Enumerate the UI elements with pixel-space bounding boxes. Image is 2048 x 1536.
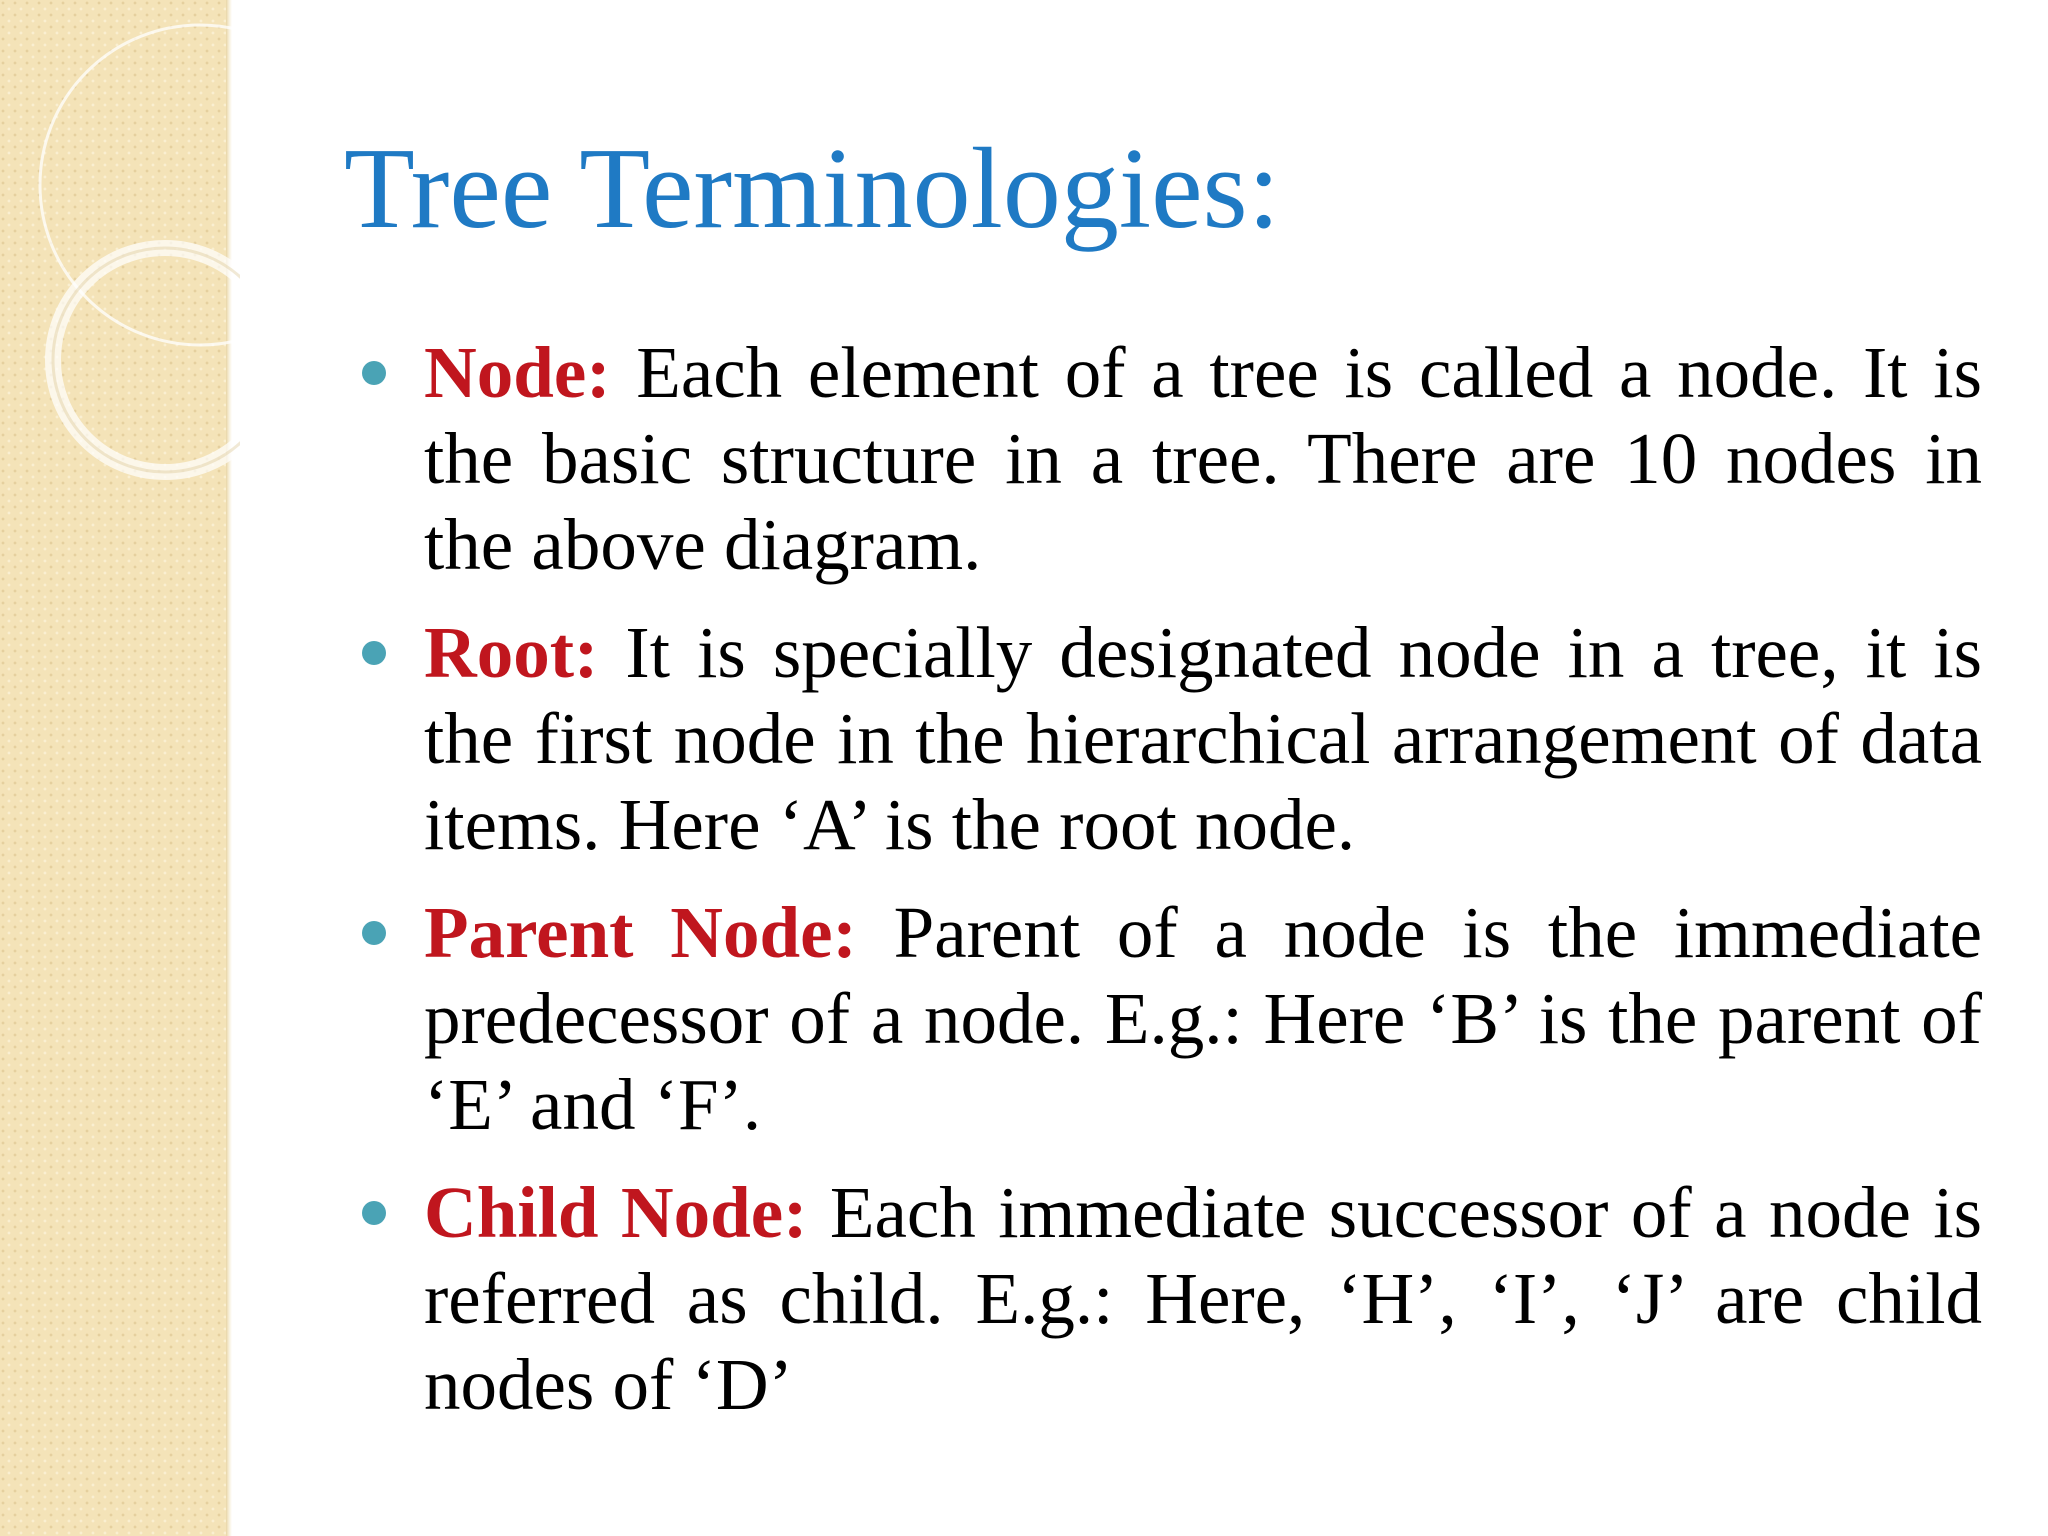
bullet-icon [362,641,386,665]
term-definition: Parent of a node is the immediate predecessor of a node. E.g.: Here ‘B’ is the parent of ‘E’ and ‘F’. [424,892,1983,1145]
slide-title: Tree Terminologies: [344,125,1280,253]
list-item-node [352,330,1982,588]
list-item-child-node [352,1170,1982,1428]
bullet-icon [362,1201,386,1225]
terminology-list [352,330,1982,1450]
term-definition: It is specially designated node in a tree, it is the first node in the hierarchical arrangement of data items. Here ‘A’ is the root node. [424,612,1982,865]
term-label: Root: [424,612,599,693]
term-label: Child Node: [424,1172,808,1253]
term-label: Parent Node: [424,892,857,973]
bullet-icon [362,361,386,385]
list-item-parent-node [352,890,1982,1148]
term-definition: Each immediate successor of a node is referred as child. E.g.: Here, ‘H’, ‘I’, ‘J’ are child nodes of ‘D’ [424,1172,1982,1425]
term-label: Node: [424,332,611,413]
list-item-root [352,610,1982,868]
term-definition: Each element of a tree is called a node. It is the basic structure in a tree. There are 10 nodes in the above diagram. [424,332,1983,585]
decorative-rings [0,0,240,520]
small-ring [53,248,240,472]
bullet-icon [362,921,386,945]
